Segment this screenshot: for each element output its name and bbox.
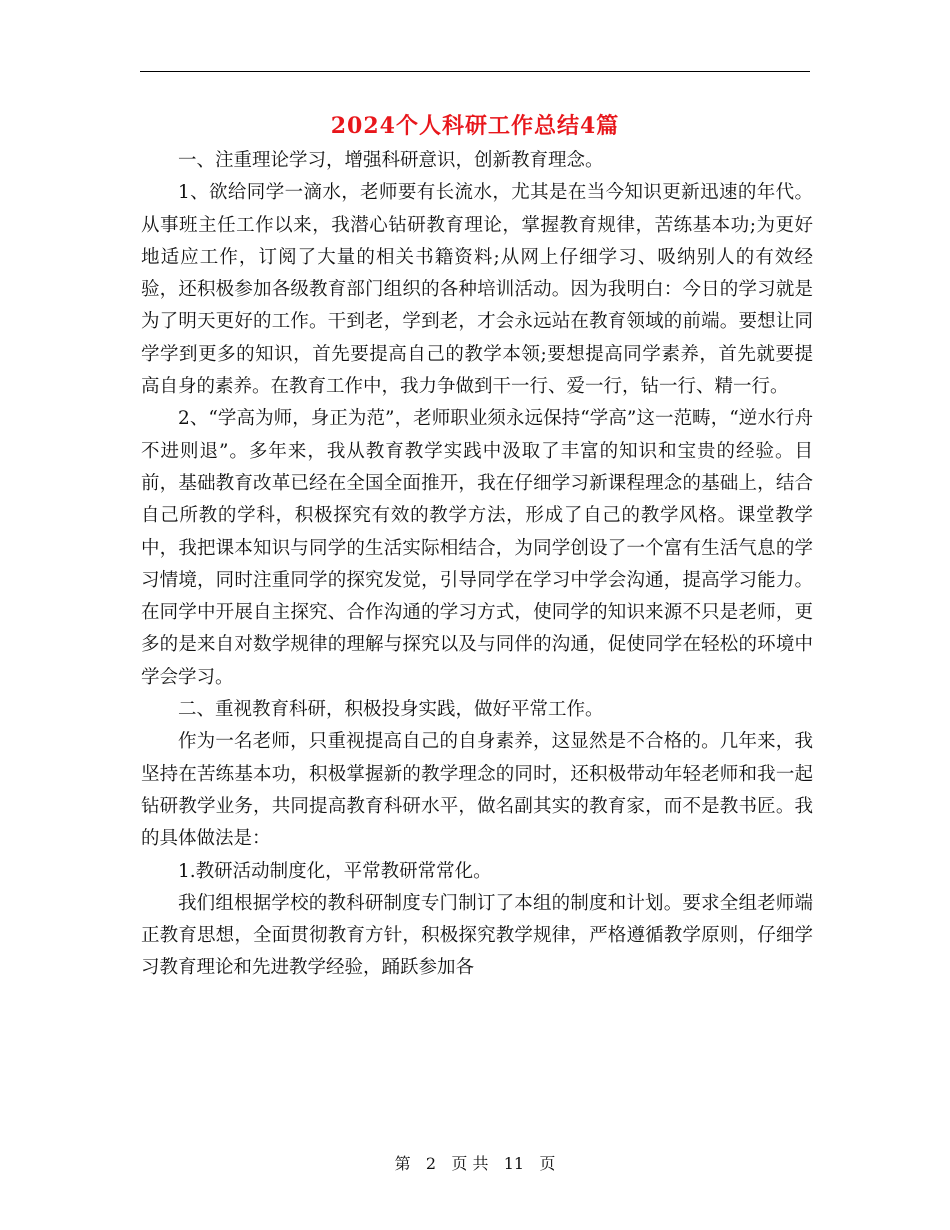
body-paragraph-1: 1、欲给同学一滴水，老师要有长流水，尤其是在当今知识更新迅速的年代。从事班主任工作以来，我潜心钻研教育理论，掌握教育规律，苦练基本功;为更好地适应工作，订阅了大量的相关书籍资料;从网上仔细学习、吸纳别人的有效经验，还积极参加各级教育部门组织的各种培训活动。因为我明白：今日的学习就是为了明天更好的工作。干到老，学到老，才会永远站在教育领域的前端。要想让同学学到更多的知识，首先要提高自己的教学本领;要想提高同学素养，首先就要提高自身的素养。在教育工作中，我力争做到干一行、爱一行，钻一行、精一行。 [141,182,813,398]
page-footer [0,1152,950,1176]
body-paragraph-4: 我们组根据学校的教科研制度专门制订了本组的制度和计划。要求全组老师端正教育思想，全面贯彻教育方针，积极探究教学规律，严格遵循教学原则，仔细学习教育理论和先进教学经验，踊跃参加各 [141,892,813,979]
body-paragraph-3: 作为一名老师，只重视提高自己的自身素养，这显然是不合格的。几年来，我坚持在苦练基本功，积极掌握新的教学理念的同时，还积极带动年轻老师和我一起钻研教学业务，共同提高教育科研水平，做名副其实的教育家，而不是教书匠。我的具体做法是： [141,731,813,850]
footer-prefix: 第 [394,1154,411,1173]
footer-suffix: 页 [539,1154,556,1173]
section-heading-1: 一、注重理论学习，增强科研意识，创新教育理念。 [178,150,604,171]
footer-middle: 页 共 [451,1154,489,1173]
document-body [141,145,813,985]
header-rule [140,71,810,72]
footer-current-page: 2 [425,1154,437,1173]
body-paragraph-2: 2、“学高为师，身正为范”，老师职业须永远保持“学高”这一范畴，“逆水行舟不进则退”。多年来，我从教育教学实践中汲取了丰富的知识和宝贵的经验。目前，基础教育改革已经在全国全面推开，我在仔细学习新课程理念的基础上，结合自己所教的学科，积极探究有效的教学方法，形成了自己的教学风格。课堂教学中，我把课本知识与同学的生活实际相结合，为同学创设了一个富有生活气息的学习情境，同时注重同学的探究发觉，引导同学在学习中学会沟通，提高学习能力。在同学中开展自主探究、合作沟通的学习方式，使同学的知识来源不只是老师，更多的是来自对数学规律的理解与探究以及与同伴的沟通，促使同学在轻松的环境中学会学习。 [141,408,813,688]
subsection-heading-1: 1.教研活动制度化，平常教研常常化。 [178,860,492,882]
document-title: 2024个人科研工作总结4篇 [330,113,620,139]
section-heading-2: 二、重视教育科研，积极投身实践，做好平常工作。 [178,699,604,721]
footer-total-pages: 11 [503,1154,525,1173]
